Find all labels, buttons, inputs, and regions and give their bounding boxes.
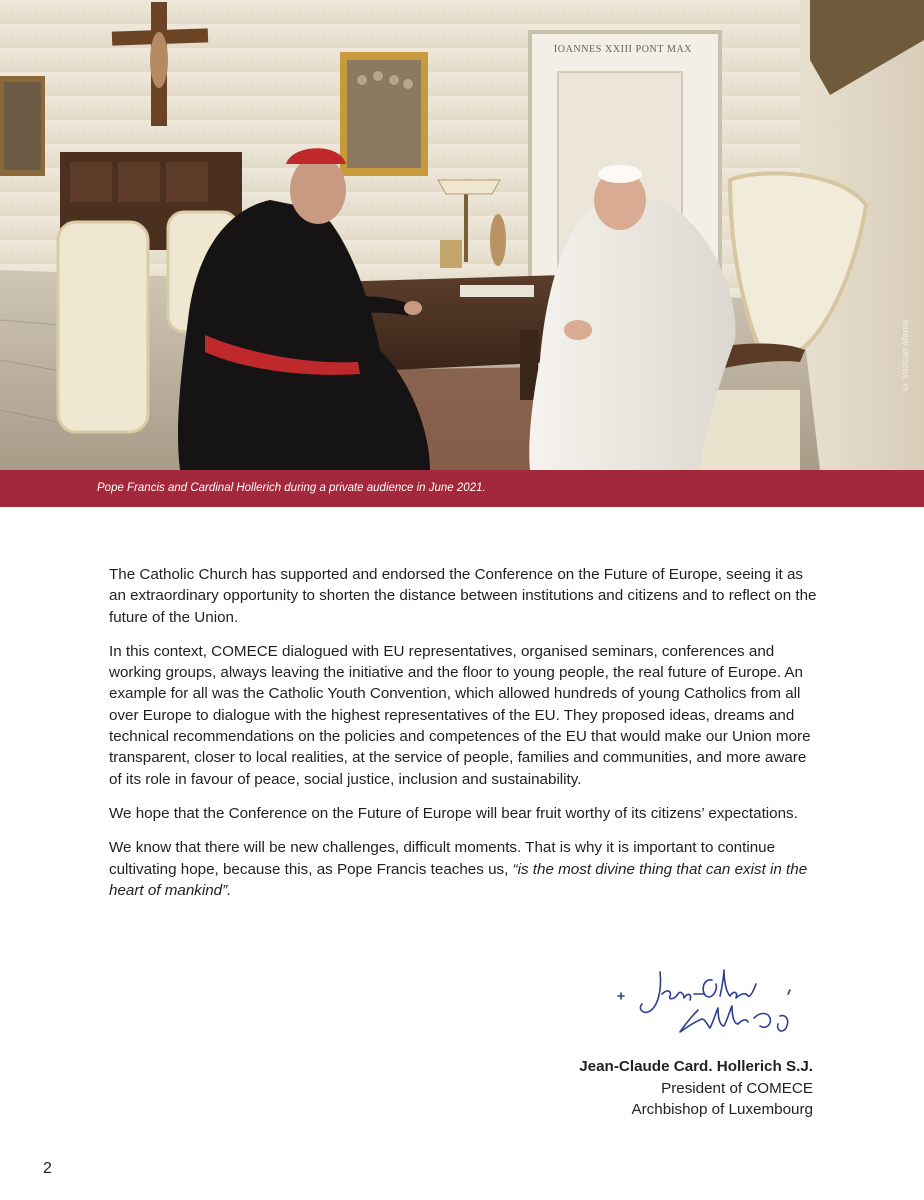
door-inscription: IOANNES XXIII PONT MAX: [553, 44, 693, 55]
letter-body: [109, 564, 819, 914]
photo-caption: Pope Francis and Cardinal Hollerich during a private audience in June 2021.: [97, 482, 486, 494]
paragraph: [109, 837, 819, 901]
signatory-name: Jean-Claude Card. Hollerich S.J.: [579, 1058, 813, 1075]
handwritten-signature: [600, 960, 810, 1042]
paragraph-text: We know that there will be new challenges, difficult moments. That is why it is important to continue cultivating hope, because this, as Pope Francis teaches us,: [109, 839, 776, 878]
audience-photo: [0, 0, 924, 470]
signature-block: [579, 1056, 813, 1121]
signatory-title: President of COMECE: [661, 1079, 813, 1097]
page-number: 2: [43, 1160, 52, 1177]
paragraph: The Catholic Church has supported and endorsed the Conference on the Future of Europe, seeing it as an extraordinary opportunity to shorten the distance between institutions and citizens and to reflect on the future of the Union.: [109, 566, 817, 626]
paragraph: In this context, COMECE dialogued with EU representatives, organised seminars, conferences and working groups, always leaving the initiative and the floor to young people, the real future of Europe. An example for all was the Catholic Youth Convention, which allowed hundreds of young Catholics from all over Europe to dialogue with the highest representatives of the EU. They proposed ideas, dreams and technical recommendations on the policies and competences of the EU that would make our Union more transparent, closer to local realities, at the service of people, families and communities, and more aware of its role in favour of peace, social justice, inclusion and sustainability.: [109, 642, 811, 788]
caption-bar: [0, 470, 924, 507]
photo-credit: © Vatican Media: [900, 319, 910, 392]
signatory-office: Archbishop of Luxembourg: [631, 1101, 813, 1118]
paragraph: We hope that the Conference on the Future of Europe will bear fruit worthy of its citizens’ expectations.: [109, 804, 798, 822]
pope-quote: “is the most divine thing that can exist in the heart of mankind”.: [109, 860, 808, 899]
